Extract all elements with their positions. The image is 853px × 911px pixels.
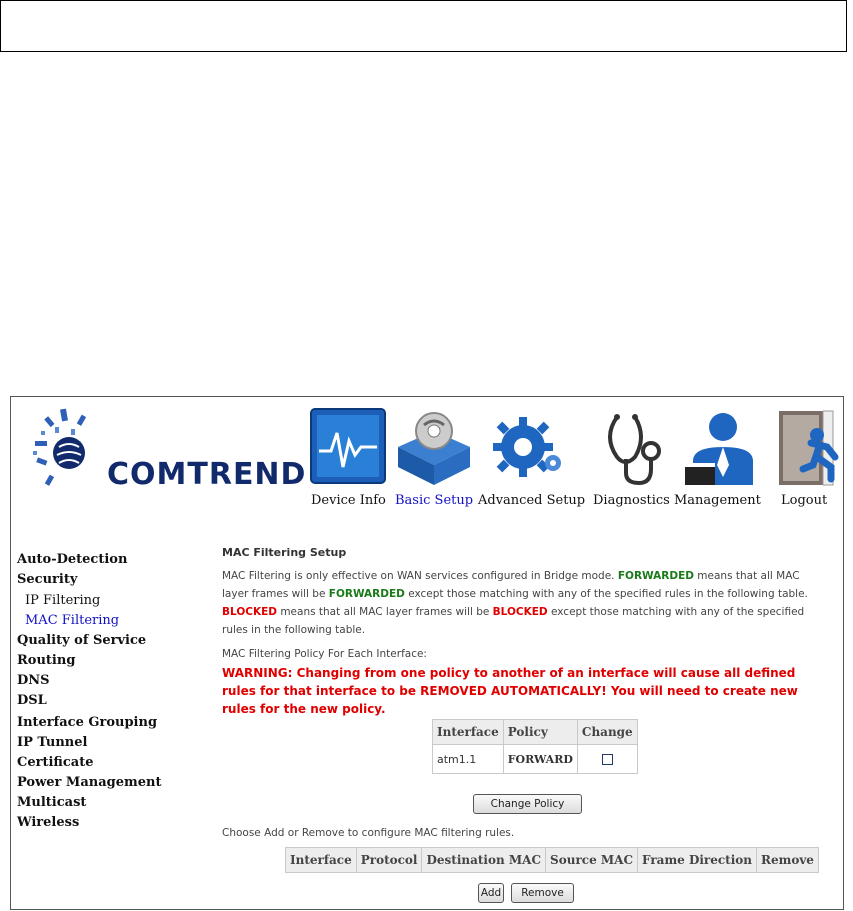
col-interface: Interface	[286, 848, 357, 873]
sidebar-item-mac-filtering[interactable]: MAC Filtering	[25, 613, 120, 628]
sidebar-item-dsl[interactable]: DSL	[17, 693, 47, 708]
main-content	[174, 542, 843, 909]
col-policy: Policy	[503, 720, 577, 745]
policy-section-title: MAC Filtering Policy For Each Interface:	[222, 648, 427, 660]
management-icon[interactable]	[681, 407, 761, 487]
sidebar-item-interface-grouping[interactable]: Interface Grouping	[17, 715, 158, 730]
nav-basic-setup[interactable]: Basic Setup	[395, 493, 474, 508]
forwarded-keyword: FORWARDED	[617, 570, 694, 582]
sidebar-item-power-management[interactable]: Power Management	[17, 775, 162, 790]
router-admin-window	[10, 396, 844, 910]
sidebar-item-certificate[interactable]: Certificate	[17, 755, 94, 770]
policy-table	[432, 719, 638, 774]
logo-text: COMTREND	[107, 457, 307, 492]
nav-logout[interactable]: Logout	[781, 493, 828, 508]
col-change: Change	[577, 720, 637, 745]
page-title: MAC Filtering Setup	[222, 546, 347, 559]
col-remove: Remove	[757, 848, 819, 873]
blocked-keyword: BLOCKED	[222, 606, 277, 618]
nav-diagnostics[interactable]: Diagnostics	[593, 493, 670, 508]
sidebar-item-auto-detection[interactable]: Auto-Detection	[17, 552, 128, 567]
remove-button[interactable]: Remove	[511, 883, 574, 903]
comtrend-sun-icon	[25, 401, 115, 501]
sidebar-item-routing[interactable]: Routing	[17, 653, 76, 668]
nav-device-info[interactable]: Device Info	[311, 493, 386, 508]
sidebar	[11, 542, 174, 910]
sidebar-item-dns[interactable]: DNS	[17, 673, 50, 688]
comtrend-logo	[25, 401, 307, 501]
change-policy-button[interactable]: Change Policy	[473, 794, 582, 814]
col-frame-direction: Frame Direction	[638, 848, 757, 873]
choose-instruction: Choose Add or Remove to configure MAC filtering rules.	[222, 827, 515, 839]
nav-advanced-setup[interactable]: Advanced Setup	[478, 493, 586, 508]
warning-text: WARNING: Changing from one policy to another of an interface will cause all defined rules for that interface to be REMOVED AUTOMATICALLY! You will need to create new rules for the new policy.	[222, 666, 798, 716]
sidebar-item-multicast[interactable]: Multicast	[17, 795, 87, 810]
sidebar-item-ip-tunnel[interactable]: IP Tunnel	[17, 735, 88, 750]
device-info-icon[interactable]	[309, 407, 389, 487]
row-interface: atm1.1	[433, 745, 504, 774]
nav-management[interactable]: Management	[674, 493, 761, 508]
sidebar-item-ip-filtering[interactable]: IP Filtering	[25, 593, 101, 608]
table-row	[433, 745, 638, 774]
col-interface: Interface	[433, 720, 504, 745]
basic-setup-icon[interactable]	[394, 407, 474, 487]
col-destination-mac: Destination MAC	[422, 848, 546, 873]
empty-text-box	[0, 0, 847, 52]
sidebar-item-wireless[interactable]: Wireless	[17, 815, 80, 830]
description-paragraph: MAC Filtering is only effective on WAN services configured in Bridge mode. FORWARDED means that all MAC layer frames will be FORWARDED except those matching with any of the specified rules in the following table. BLOCKED means that all MAC layer frames will be BLOCKED except those matching with any of the specified rules in the following table.	[222, 570, 808, 636]
add-button[interactable]: Add	[478, 883, 504, 903]
rules-table	[285, 847, 819, 873]
diagnostics-icon[interactable]	[595, 407, 675, 487]
sidebar-item-security[interactable]: Security	[17, 572, 78, 587]
col-protocol: Protocol	[356, 848, 422, 873]
row-policy: FORWARD	[503, 745, 577, 774]
change-policy-checkbox[interactable]	[602, 754, 613, 765]
sidebar-item-qos[interactable]: Quality of Service	[17, 633, 147, 648]
logout-icon[interactable]	[775, 407, 844, 487]
advanced-setup-icon[interactable]	[487, 407, 567, 487]
col-source-mac: Source MAC	[546, 848, 638, 873]
